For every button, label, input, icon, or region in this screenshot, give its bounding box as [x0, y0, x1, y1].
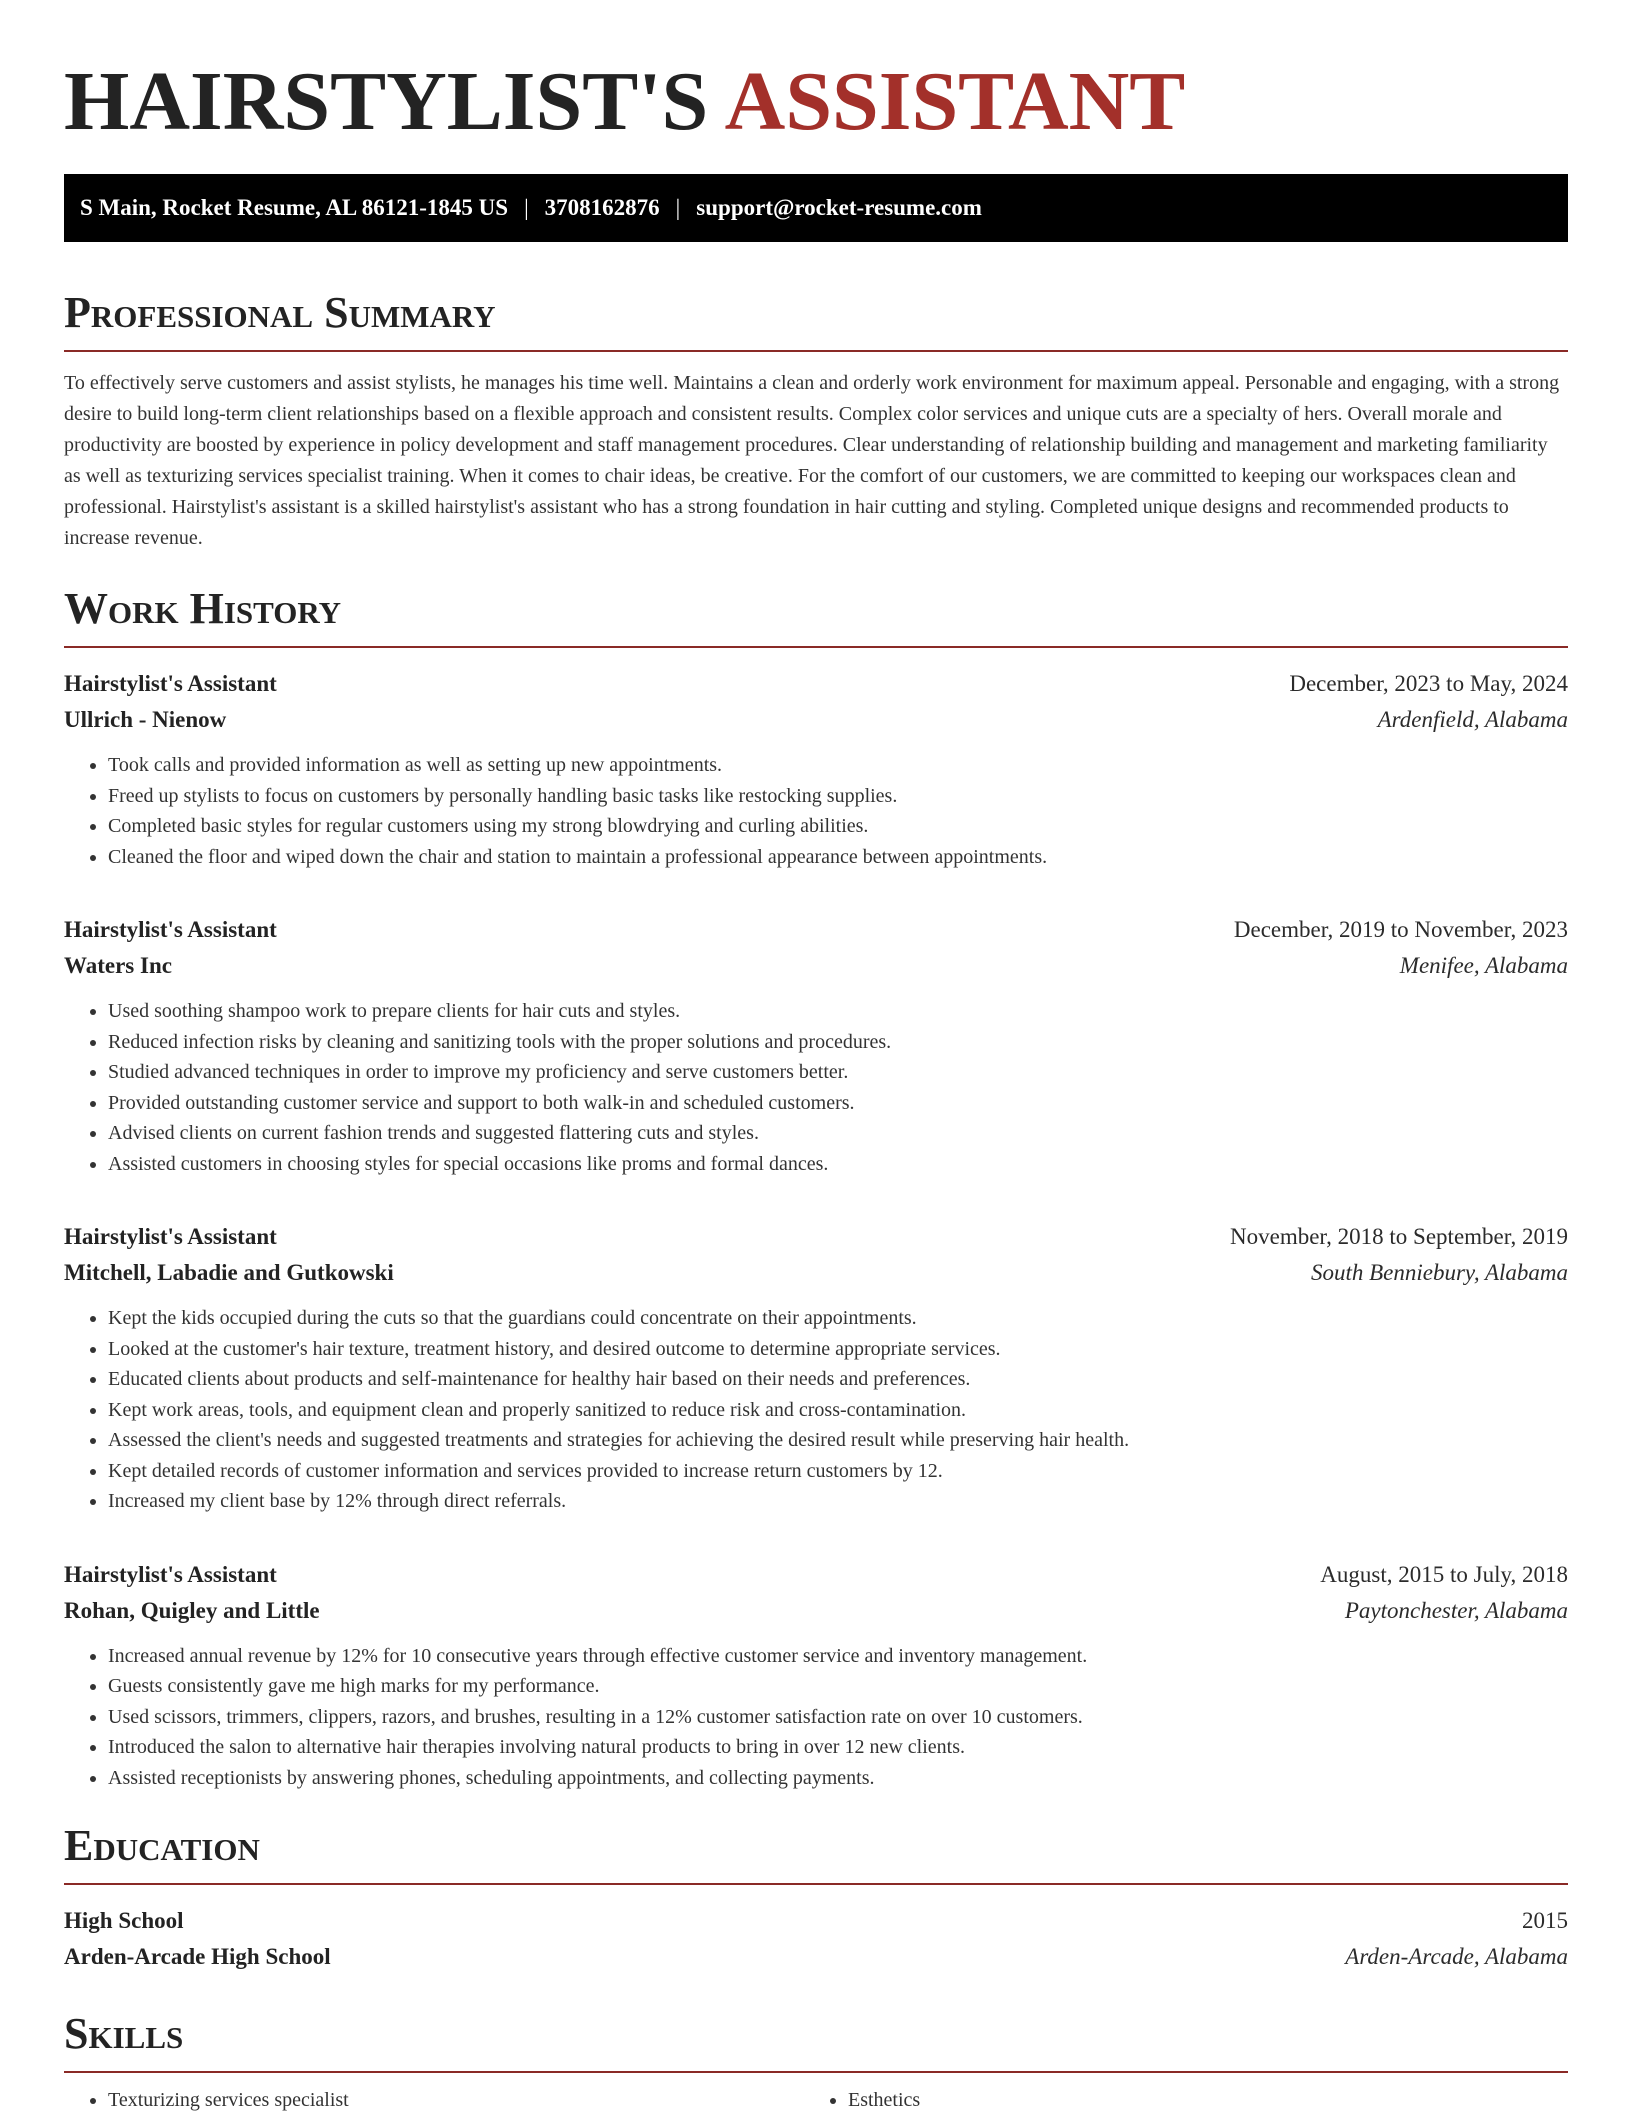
job-bullet: • Kept detailed records of customer information and services provided to increase return customers by 12. [108, 1456, 1568, 1487]
job-bullet: • Kept the kids occupied during the cuts so that the guardians could concentrate on their appointments. [108, 1303, 1568, 1334]
job-company: Ullrich - Nienow [64, 707, 227, 732]
job-bullet: • Guests consistently gave me high marks for my performance. [108, 1671, 1568, 1702]
education-entry [64, 1903, 1568, 1975]
job-bullet: • Used scissors, trimmers, clippers, razors, and brushes, resulting in a 12% customer satisfaction rate on over 10 customers. [108, 1702, 1568, 1733]
skill-item: • Texturizing services specialist [108, 2085, 804, 2115]
job-bullet: • Kept work areas, tools, and equipment clean and properly sanitized to reduce risk and cross-contamination. [108, 1395, 1568, 1426]
work-history-heading: Work History [64, 582, 1568, 648]
skill-item: • Esthetics [848, 2085, 1544, 2115]
job-bullet: • Used soothing shampoo work to prepare clients for hair cuts and styles. [108, 996, 1568, 1027]
job-bullets [64, 996, 1568, 1179]
job-bullet: • Educated clients about products and self-maintenance for healthy hair based on their needs and preferences. [108, 1364, 1568, 1395]
job-bullet: • Advised clients on current fashion trends and suggested flattering cuts and styles. [108, 1118, 1568, 1149]
job-bullet: • Completed basic styles for regular customers using my strong blowdrying and curling abilities. [108, 811, 1568, 842]
job-role: Hairstylist's Assistant [64, 1561, 277, 1587]
skills-heading: Skills [64, 2007, 1568, 2073]
job-bullet: • Reduced infection risks by cleaning and sanitizing tools with the proper solutions and procedures. [108, 1027, 1568, 1058]
summary-text: To effectively serve customers and assist stylists, he manages his time well. Maintains a clean and orderly work environment for maximum appeal. Personable and engaging, with a strong desire to build long-term client relationships based on a flexible approach and consistent results. Complex color services and unique cuts are a specialty of hers. Overall morale and productivity are boosted by experience in policy development and staff management procedures. Clear understanding of relationship building and management and marketing familiarity as well as texturizing services specialist training. When it comes to chair ideas, be creative. For the comfort of our customers, we are committed to keeping our workspaces clean and professional. Hairstylist's assistant is a skilled hairstylist's assistant who has a strong foundation in hair cutting and styling. Completed unique designs and recommended products to increase revenue. [64, 372, 1560, 549]
summary-heading: Professional Summary [64, 286, 1568, 352]
job-bullets [64, 1303, 1568, 1517]
job-bullet: • Increased my client base by 12% through direct referrals. [108, 1486, 1568, 1517]
education-location: Arden-Arcade, Alabama [1345, 1944, 1568, 1969]
skills-column-right [804, 2085, 1544, 2115]
job-dates: December, 2023 to May, 2024 [1289, 671, 1568, 696]
job-location: South Benniebury, Alabama [1310, 1260, 1568, 1285]
job-bullet: • Increased annual revenue by 12% for 10 consecutive years through effective customer service and inventory management. [108, 1641, 1568, 1672]
job-bullet: • Assessed the client's needs and suggested treatments and strategies for achieving the desired result while preserving hair health. [108, 1425, 1568, 1456]
education-year: 2015 [1522, 1908, 1568, 1933]
job-location: Ardenfield, Alabama [1377, 707, 1568, 732]
job-entry [64, 1557, 1568, 1794]
job-bullet: • Assisted receptionists by answering phones, scheduling appointments, and collecting payments. [108, 1763, 1568, 1794]
job-bullet: • Assisted customers in choosing styles for special occasions like proms and formal dances. [108, 1149, 1568, 1180]
job-bullet: • Freed up stylists to focus on customers by personally handling basic tasks like restocking supplies. [108, 781, 1568, 812]
name-first: HAIRSTYLIST'S [64, 55, 709, 148]
resume-name [64, 52, 1568, 152]
job-bullet: • Provided outstanding customer service and support to both walk-in and scheduled customers. [108, 1088, 1568, 1119]
job-entry [64, 912, 1568, 1179]
contact-separator: | [524, 195, 529, 220]
education-degree: High School [64, 1908, 184, 1933]
contact-address: S Main, Rocket Resume, AL 86121-1845 US [80, 195, 509, 220]
job-location: Menifee, Alabama [1399, 953, 1568, 978]
job-location: Paytonchester, Alabama [1344, 1597, 1568, 1623]
job-dates: November, 2018 to September, 2019 [1230, 1224, 1568, 1249]
education-heading: Education [64, 1819, 1568, 1885]
job-bullet: • Studied advanced techniques in order to improve my proficiency and serve customers better. [108, 1057, 1568, 1088]
contact-separator: | [675, 195, 681, 220]
job-entry [64, 1219, 1568, 1517]
job-bullet: • Cleaned the floor and wiped down the chair and station to maintain a professional appearance between appointments. [108, 842, 1568, 873]
job-company: Rohan, Quigley and Little [64, 1597, 320, 1623]
job-role: Hairstylist's Assistant [64, 1224, 277, 1249]
contact-email[interactable]: support@rocket-resume.com [696, 195, 982, 220]
job-bullet: • Looked at the customer's hair texture, treatment history, and desired outcome to determine appropriate services. [108, 1334, 1568, 1365]
skills-list [64, 2085, 1568, 2115]
job-bullet: • Took calls and provided information as well as setting up new appointments. [108, 750, 1568, 781]
contact-phone: 3708162876 [544, 195, 660, 220]
job-bullets [64, 750, 1568, 872]
education-school: Arden-Arcade High School [64, 1944, 331, 1969]
job-bullets [64, 1641, 1568, 1794]
contact-bar [64, 174, 1568, 242]
skills-column-left [64, 2085, 804, 2115]
name-last: ASSISTANT [724, 55, 1186, 148]
job-entry [64, 666, 1568, 872]
job-bullet: • Introduced the salon to alternative hair therapies involving natural products to bring in over 12 new clients. [108, 1732, 1568, 1763]
job-company: Mitchell, Labadie and Gutkowski [64, 1260, 394, 1285]
job-dates: August, 2015 to July, 2018 [1320, 1561, 1568, 1587]
job-company: Waters Inc [64, 953, 172, 978]
job-role: Hairstylist's Assistant [64, 671, 277, 696]
job-role: Hairstylist's Assistant [64, 917, 277, 942]
job-dates: December, 2019 to November, 2023 [1233, 917, 1568, 942]
